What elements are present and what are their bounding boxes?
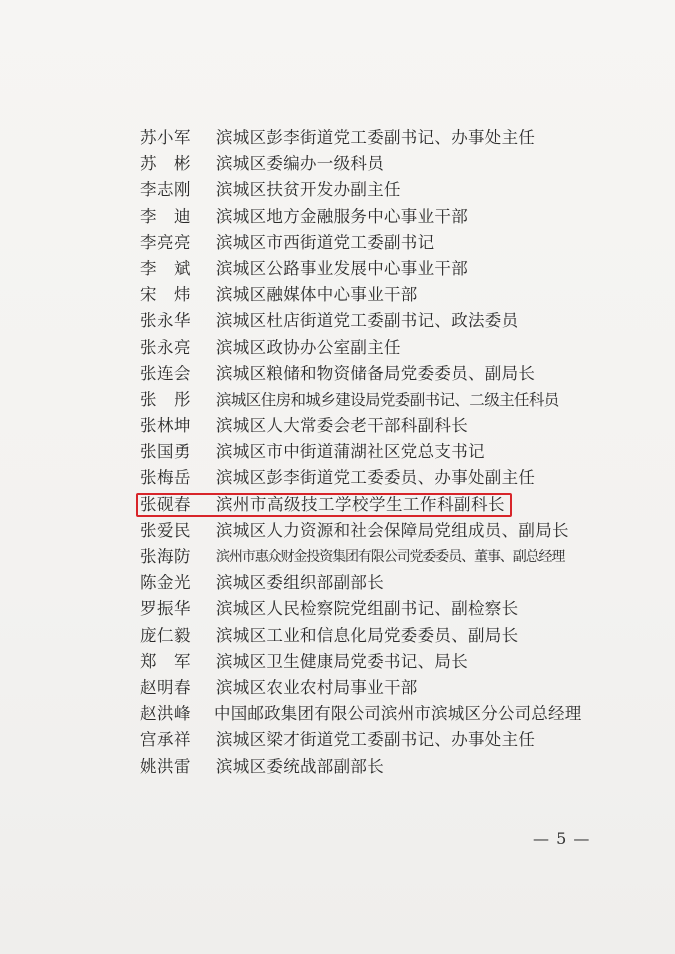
person-title: 滨城区政协办公室副主任 [216,337,401,357]
person-title: 滨城区委编办一级科员 [216,154,384,174]
list-item [0,335,675,361]
person-title: 滨城区市中街道蒲湖社区党总支书记 [216,442,485,462]
person-title: 滨城区彭李街道党工委委员、办事处副主任 [216,468,536,488]
person-name: 张砚春 [140,494,191,514]
person-name: 李 斌 [140,258,191,278]
person-title: 滨城区人民检察院党组副书记、副检察长 [216,599,519,619]
person-title: 滨城区融媒体中心事业干部 [216,285,418,305]
person-title: 滨城区地方金融服务中心事业干部 [216,206,468,226]
person-name: 张永亮 [140,337,191,357]
list-item [0,465,675,491]
list-item [0,596,675,622]
person-title: 滨城区人力资源和社会保障局党组成员、副局长 [216,520,569,540]
person-name: 李志刚 [140,180,191,200]
list-item [0,256,675,282]
person-title: 滨城区委统战部副部长 [216,756,384,776]
page-number: — 5 — [533,829,591,848]
person-title: 滨城区粮储和物资储备局党委委员、副局长 [216,363,536,383]
person-title: 滨州市高级技工学校学生工作科副科长 [216,494,505,514]
person-title: 滨城区工业和信息化局党委委员、副局长 [216,625,519,645]
person-name: 宫承祥 [140,730,191,750]
list-item [0,361,675,387]
list-item [0,308,675,334]
list-item [0,282,675,308]
person-title: 滨城区扶贫开发办副主任 [216,180,401,200]
person-title: 滨城区住房和城乡建设局党委副书记、二级主任科员 [216,390,559,409]
person-name: 李 迪 [140,206,191,226]
person-title: 滨城区杜店街道党工委副书记、政法委员 [216,311,519,331]
personnel-list [0,125,675,780]
person-title: 滨城区委组织部副部长 [216,573,384,593]
person-name: 张林坤 [140,416,191,436]
list-item [0,754,675,780]
list-item [0,151,675,177]
person-title: 滨城区彭李街道党工委副书记、办事处主任 [216,128,536,147]
list-item [0,518,675,544]
person-title: 滨州市惠众财金投资集团有限公司党委委员、董事、副总经理 [216,549,565,565]
person-name: 苏 彬 [140,154,191,174]
person-title: 滨城区梁才街道党工委副书记、办事处主任 [216,730,536,750]
person-name: 张爱民 [140,520,191,540]
person-title: 滨城区市西街道党工委副书记 [216,232,435,252]
list-item [0,439,675,465]
list-item [0,125,675,151]
person-name: 张连会 [140,363,191,383]
highlighted-list-item [0,492,675,518]
person-name: 张国勇 [140,442,191,462]
person-name: 苏小军 [140,128,191,147]
person-name: 张海防 [140,547,191,566]
person-name: 赵洪峰 [140,704,191,724]
person-name: 宋 炜 [140,285,191,305]
list-item [0,675,675,701]
person-name: 陈金光 [140,573,191,593]
list-item [0,570,675,596]
list-item [0,204,675,230]
list-item [0,413,675,439]
list-item [0,701,675,727]
person-name: 庞仁毅 [140,625,191,645]
list-item [0,177,675,203]
list-item [0,649,675,675]
person-name: 赵明春 [140,677,191,697]
list-item [0,544,675,570]
list-item [0,387,675,413]
person-title: 滨城区卫生健康局党委书记、局长 [216,651,468,671]
person-name: 罗振华 [140,599,191,619]
person-name: 郑 军 [140,651,191,671]
person-name: 张永华 [140,311,191,331]
list-item [0,727,675,753]
person-name: 李亮亮 [140,232,191,252]
person-name: 张梅岳 [140,468,191,488]
person-title: 滨城区人大常委会老干部科副科长 [216,416,468,436]
person-title: 滨城区农业农村局事业干部 [216,677,418,697]
person-name: 姚洪雷 [140,756,191,776]
list-item [0,230,675,256]
person-title: 中国邮政集团有限公司滨州市滨城区分公司总经理 [214,704,582,724]
list-item [0,623,675,649]
person-name: 张 彤 [140,389,191,409]
person-title: 滨城区公路事业发展中心事业干部 [216,258,468,278]
